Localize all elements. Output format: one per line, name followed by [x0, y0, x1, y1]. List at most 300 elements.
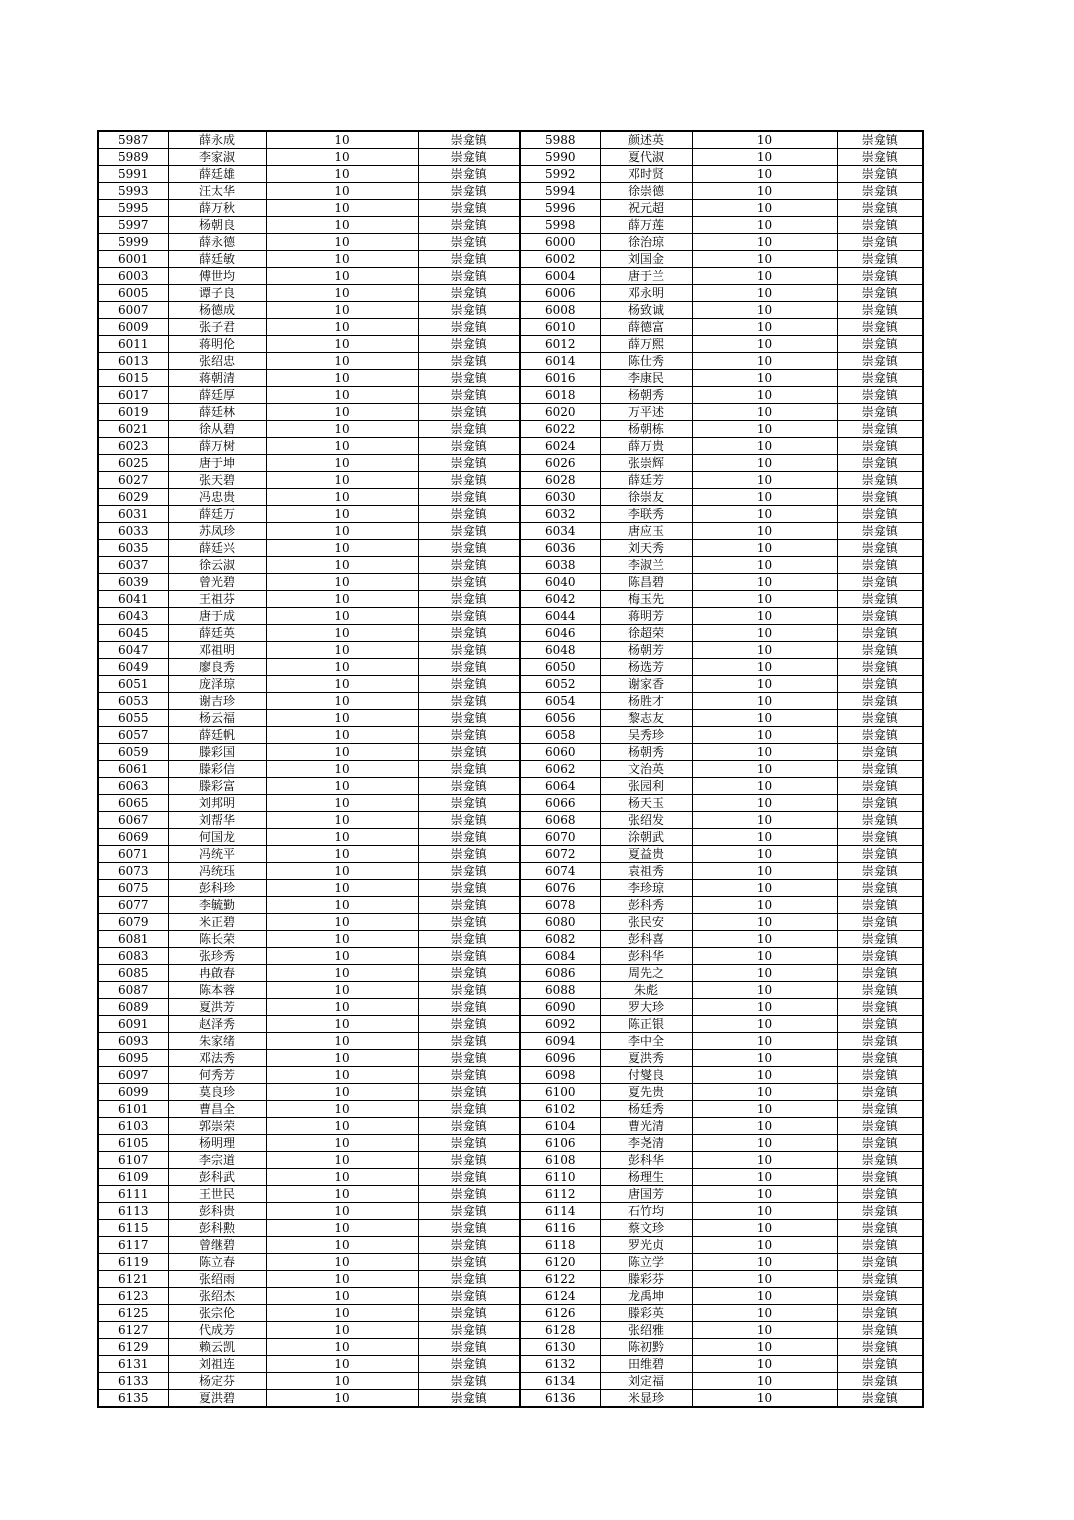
- name-cell: 何秀芳: [168, 1067, 266, 1084]
- town-cell: 崇龛镇: [837, 1356, 923, 1373]
- town-cell: 崇龛镇: [837, 1339, 923, 1356]
- id-cell: 5988: [520, 131, 600, 149]
- name-cell: 冯忠贵: [168, 489, 266, 506]
- name-cell: 蒋明芳: [600, 608, 692, 625]
- amount-cell: 10: [266, 795, 418, 812]
- name-cell: 李联秀: [600, 506, 692, 523]
- table-row: [98, 455, 923, 472]
- id-cell: 6077: [98, 897, 168, 914]
- town-cell: 崇龛镇: [837, 302, 923, 319]
- amount-cell: 10: [692, 574, 837, 591]
- table-row: [98, 131, 923, 149]
- amount-cell: 10: [266, 1254, 418, 1271]
- name-cell: 李珍琼: [600, 880, 692, 897]
- name-cell: 杨朝秀: [600, 744, 692, 761]
- amount-cell: 10: [692, 268, 837, 285]
- amount-cell: 10: [266, 999, 418, 1016]
- id-cell: 6119: [98, 1254, 168, 1271]
- name-cell: 杨朝良: [168, 217, 266, 234]
- id-cell: 6050: [520, 659, 600, 676]
- table-row: [98, 200, 923, 217]
- id-cell: 5994: [520, 183, 600, 200]
- town-cell: 崇龛镇: [418, 999, 520, 1016]
- id-cell: 6131: [98, 1356, 168, 1373]
- amount-cell: 10: [266, 727, 418, 744]
- town-cell: 崇龛镇: [418, 1084, 520, 1101]
- amount-cell: 10: [266, 829, 418, 846]
- town-cell: 崇龛镇: [837, 1050, 923, 1067]
- amount-cell: 10: [266, 149, 418, 166]
- name-cell: 杨选芳: [600, 659, 692, 676]
- town-cell: 崇龛镇: [837, 727, 923, 744]
- id-cell: 6123: [98, 1288, 168, 1305]
- town-cell: 崇龛镇: [418, 1288, 520, 1305]
- table-row: [98, 642, 923, 659]
- name-cell: 夏洪芳: [168, 999, 266, 1016]
- town-cell: 崇龛镇: [837, 710, 923, 727]
- amount-cell: 10: [692, 370, 837, 387]
- name-cell: 陈立春: [168, 1254, 266, 1271]
- table-row: [98, 761, 923, 778]
- town-cell: 崇龛镇: [418, 829, 520, 846]
- town-cell: 崇龛镇: [418, 1118, 520, 1135]
- id-cell: 6104: [520, 1118, 600, 1135]
- name-cell: 李宗道: [168, 1152, 266, 1169]
- amount-cell: 10: [692, 421, 837, 438]
- town-cell: 崇龛镇: [418, 863, 520, 880]
- amount-cell: 10: [266, 421, 418, 438]
- name-cell: 张绍雨: [168, 1271, 266, 1288]
- id-cell: 5990: [520, 149, 600, 166]
- table-row: [98, 1220, 923, 1237]
- amount-cell: 10: [266, 1322, 418, 1339]
- town-cell: 崇龛镇: [418, 506, 520, 523]
- town-cell: 崇龛镇: [418, 1220, 520, 1237]
- amount-cell: 10: [692, 523, 837, 540]
- id-cell: 6085: [98, 965, 168, 982]
- town-cell: 崇龛镇: [418, 336, 520, 353]
- id-cell: 6064: [520, 778, 600, 795]
- id-cell: 6078: [520, 897, 600, 914]
- amount-cell: 10: [692, 1118, 837, 1135]
- id-cell: 6092: [520, 1016, 600, 1033]
- town-cell: 崇龛镇: [837, 1084, 923, 1101]
- id-cell: 6056: [520, 710, 600, 727]
- table-row: [98, 676, 923, 693]
- id-cell: 6002: [520, 251, 600, 268]
- id-cell: 6118: [520, 1237, 600, 1254]
- id-cell: 6011: [98, 336, 168, 353]
- name-cell: 祝元超: [600, 200, 692, 217]
- table-row: [98, 693, 923, 710]
- town-cell: 崇龛镇: [837, 1390, 923, 1408]
- amount-cell: 10: [692, 353, 837, 370]
- id-cell: 6006: [520, 285, 600, 302]
- amount-cell: 10: [266, 761, 418, 778]
- id-cell: 6032: [520, 506, 600, 523]
- town-cell: 崇龛镇: [418, 574, 520, 591]
- name-cell: 张绍雅: [600, 1322, 692, 1339]
- id-cell: 6099: [98, 1084, 168, 1101]
- id-cell: 6087: [98, 982, 168, 999]
- amount-cell: 10: [692, 625, 837, 642]
- amount-cell: 10: [692, 659, 837, 676]
- name-cell: 龙禹坤: [600, 1288, 692, 1305]
- town-cell: 崇龛镇: [418, 1033, 520, 1050]
- name-cell: 谢吉珍: [168, 693, 266, 710]
- amount-cell: 10: [266, 438, 418, 455]
- town-cell: 崇龛镇: [837, 387, 923, 404]
- amount-cell: 10: [692, 693, 837, 710]
- town-cell: 崇龛镇: [418, 268, 520, 285]
- name-cell: 彭科勲: [168, 1220, 266, 1237]
- town-cell: 崇龛镇: [837, 608, 923, 625]
- town-cell: 崇龛镇: [837, 353, 923, 370]
- id-cell: 6116: [520, 1220, 600, 1237]
- amount-cell: 10: [692, 540, 837, 557]
- town-cell: 崇龛镇: [837, 438, 923, 455]
- table-row: [98, 506, 923, 523]
- town-cell: 崇龛镇: [837, 982, 923, 999]
- id-cell: 5997: [98, 217, 168, 234]
- table-row: [98, 387, 923, 404]
- name-cell: 刘定福: [600, 1373, 692, 1390]
- town-cell: 崇龛镇: [418, 1050, 520, 1067]
- table-row: [98, 829, 923, 846]
- name-cell: 徐从碧: [168, 421, 266, 438]
- amount-cell: 10: [266, 897, 418, 914]
- town-cell: 崇龛镇: [418, 438, 520, 455]
- town-cell: 崇龛镇: [837, 812, 923, 829]
- town-cell: 崇龛镇: [837, 931, 923, 948]
- name-cell: 汪太华: [168, 183, 266, 200]
- town-cell: 崇龛镇: [837, 999, 923, 1016]
- name-cell: 夏先贵: [600, 1084, 692, 1101]
- id-cell: 6045: [98, 625, 168, 642]
- name-cell: 苏凤珍: [168, 523, 266, 540]
- name-cell: 滕彩国: [168, 744, 266, 761]
- name-cell: 彭科华: [600, 948, 692, 965]
- id-cell: 6014: [520, 353, 600, 370]
- table-row: [98, 897, 923, 914]
- amount-cell: 10: [692, 319, 837, 336]
- table-row: [98, 744, 923, 761]
- amount-cell: 10: [692, 1152, 837, 1169]
- amount-cell: 10: [692, 1050, 837, 1067]
- amount-cell: 10: [692, 472, 837, 489]
- id-cell: 6039: [98, 574, 168, 591]
- name-cell: 颜述英: [600, 131, 692, 149]
- town-cell: 崇龛镇: [837, 829, 923, 846]
- id-cell: 6094: [520, 1033, 600, 1050]
- town-cell: 崇龛镇: [837, 183, 923, 200]
- town-cell: 崇龛镇: [837, 234, 923, 251]
- id-cell: 6069: [98, 829, 168, 846]
- table-row: [98, 982, 923, 999]
- name-cell: 唐应玉: [600, 523, 692, 540]
- amount-cell: 10: [692, 302, 837, 319]
- town-cell: 崇龛镇: [418, 370, 520, 387]
- name-cell: 张珍秀: [168, 948, 266, 965]
- id-cell: 6043: [98, 608, 168, 625]
- id-cell: 6005: [98, 285, 168, 302]
- name-cell: 薛万秋: [168, 200, 266, 217]
- name-cell: 薛永德: [168, 234, 266, 251]
- amount-cell: 10: [692, 1237, 837, 1254]
- town-cell: 崇龛镇: [837, 1288, 923, 1305]
- table-row: [98, 1254, 923, 1271]
- id-cell: 5998: [520, 217, 600, 234]
- name-cell: 彭科秀: [600, 897, 692, 914]
- amount-cell: 10: [692, 727, 837, 744]
- table-row: [98, 1186, 923, 1203]
- name-cell: 薛万树: [168, 438, 266, 455]
- table-row: [98, 166, 923, 183]
- name-cell: 薛德富: [600, 319, 692, 336]
- amount-cell: 10: [266, 846, 418, 863]
- town-cell: 崇龛镇: [418, 727, 520, 744]
- town-cell: 崇龛镇: [837, 744, 923, 761]
- id-cell: 6041: [98, 591, 168, 608]
- name-cell: 张绍发: [600, 812, 692, 829]
- town-cell: 崇龛镇: [418, 1186, 520, 1203]
- name-cell: 代成芳: [168, 1322, 266, 1339]
- town-cell: 崇龛镇: [418, 914, 520, 931]
- id-cell: 6115: [98, 1220, 168, 1237]
- amount-cell: 10: [266, 540, 418, 557]
- name-cell: 薛廷帆: [168, 727, 266, 744]
- town-cell: 崇龛镇: [837, 1203, 923, 1220]
- amount-cell: 10: [692, 149, 837, 166]
- name-cell: 刘邦明: [168, 795, 266, 812]
- id-cell: 6013: [98, 353, 168, 370]
- id-cell: 6018: [520, 387, 600, 404]
- id-cell: 6028: [520, 472, 600, 489]
- id-cell: 6031: [98, 506, 168, 523]
- name-cell: 黎志友: [600, 710, 692, 727]
- town-cell: 崇龛镇: [418, 183, 520, 200]
- id-cell: 6103: [98, 1118, 168, 1135]
- id-cell: 5989: [98, 149, 168, 166]
- id-cell: 6035: [98, 540, 168, 557]
- town-cell: 崇龛镇: [837, 472, 923, 489]
- name-cell: 田维碧: [600, 1356, 692, 1373]
- town-cell: 崇龛镇: [837, 574, 923, 591]
- town-cell: 崇龛镇: [418, 319, 520, 336]
- amount-cell: 10: [266, 455, 418, 472]
- table-row: [98, 217, 923, 234]
- id-cell: 6126: [520, 1305, 600, 1322]
- name-cell: 吴秀珍: [600, 727, 692, 744]
- amount-cell: 10: [266, 1118, 418, 1135]
- amount-cell: 10: [266, 1271, 418, 1288]
- town-cell: 崇龛镇: [418, 234, 520, 251]
- roster-table: [97, 130, 924, 1408]
- table-row: [98, 336, 923, 353]
- amount-cell: 10: [266, 234, 418, 251]
- id-cell: 6063: [98, 778, 168, 795]
- id-cell: 6122: [520, 1271, 600, 1288]
- id-cell: 6047: [98, 642, 168, 659]
- id-cell: 6088: [520, 982, 600, 999]
- table-row: [98, 540, 923, 557]
- id-cell: 5996: [520, 200, 600, 217]
- town-cell: 崇龛镇: [837, 659, 923, 676]
- table-row: [98, 234, 923, 251]
- table-row: [98, 591, 923, 608]
- town-cell: 崇龛镇: [837, 217, 923, 234]
- town-cell: 崇龛镇: [418, 931, 520, 948]
- amount-cell: 10: [692, 676, 837, 693]
- town-cell: 崇龛镇: [418, 965, 520, 982]
- amount-cell: 10: [266, 1203, 418, 1220]
- table-row: [98, 948, 923, 965]
- amount-cell: 10: [692, 404, 837, 421]
- id-cell: 6121: [98, 1271, 168, 1288]
- amount-cell: 10: [266, 1050, 418, 1067]
- amount-cell: 10: [266, 676, 418, 693]
- id-cell: 6044: [520, 608, 600, 625]
- name-cell: 彭科贵: [168, 1203, 266, 1220]
- town-cell: 崇龛镇: [418, 1356, 520, 1373]
- amount-cell: 10: [266, 1390, 418, 1408]
- amount-cell: 10: [692, 1339, 837, 1356]
- town-cell: 崇龛镇: [837, 489, 923, 506]
- town-cell: 崇龛镇: [418, 591, 520, 608]
- amount-cell: 10: [266, 166, 418, 183]
- id-cell: 5992: [520, 166, 600, 183]
- id-cell: 6062: [520, 761, 600, 778]
- amount-cell: 10: [692, 1220, 837, 1237]
- table-row: [98, 251, 923, 268]
- id-cell: 6051: [98, 676, 168, 693]
- table-row: [98, 1203, 923, 1220]
- id-cell: 6114: [520, 1203, 600, 1220]
- town-cell: 崇龛镇: [837, 149, 923, 166]
- table-row: [98, 710, 923, 727]
- town-cell: 崇龛镇: [837, 268, 923, 285]
- id-cell: 6100: [520, 1084, 600, 1101]
- id-cell: 6030: [520, 489, 600, 506]
- town-cell: 崇龛镇: [418, 795, 520, 812]
- table-row: [98, 778, 923, 795]
- id-cell: 6021: [98, 421, 168, 438]
- name-cell: 李中全: [600, 1033, 692, 1050]
- table-row: [98, 370, 923, 387]
- amount-cell: 10: [692, 1033, 837, 1050]
- town-cell: 崇龛镇: [418, 761, 520, 778]
- id-cell: 6079: [98, 914, 168, 931]
- amount-cell: 10: [266, 251, 418, 268]
- town-cell: 崇龛镇: [837, 795, 923, 812]
- table-row: [98, 353, 923, 370]
- table-row: [98, 846, 923, 863]
- table-row: [98, 438, 923, 455]
- name-cell: 张绍忠: [168, 353, 266, 370]
- id-cell: 6048: [520, 642, 600, 659]
- town-cell: 崇龛镇: [837, 1373, 923, 1390]
- town-cell: 崇龛镇: [837, 693, 923, 710]
- amount-cell: 10: [266, 710, 418, 727]
- town-cell: 崇龛镇: [837, 1067, 923, 1084]
- amount-cell: 10: [266, 914, 418, 931]
- name-cell: 谢家香: [600, 676, 692, 693]
- table-row: [98, 268, 923, 285]
- name-cell: 傅世均: [168, 268, 266, 285]
- town-cell: 崇龛镇: [418, 1101, 520, 1118]
- amount-cell: 10: [266, 1169, 418, 1186]
- amount-cell: 10: [266, 591, 418, 608]
- name-cell: 薛廷厚: [168, 387, 266, 404]
- name-cell: 杨朝芳: [600, 642, 692, 659]
- table-row: [98, 319, 923, 336]
- table-row: [98, 404, 923, 421]
- name-cell: 彭科武: [168, 1169, 266, 1186]
- id-cell: 6136: [520, 1390, 600, 1408]
- table-row: [98, 1356, 923, 1373]
- amount-cell: 10: [266, 217, 418, 234]
- town-cell: 崇龛镇: [418, 1322, 520, 1339]
- town-cell: 崇龛镇: [837, 965, 923, 982]
- name-cell: 杨廷秀: [600, 1101, 692, 1118]
- name-cell: 王世民: [168, 1186, 266, 1203]
- town-cell: 崇龛镇: [418, 659, 520, 676]
- name-cell: 何国龙: [168, 829, 266, 846]
- name-cell: 徐治琼: [600, 234, 692, 251]
- town-cell: 崇龛镇: [418, 131, 520, 149]
- name-cell: 邓时贤: [600, 166, 692, 183]
- amount-cell: 10: [692, 336, 837, 353]
- amount-cell: 10: [266, 370, 418, 387]
- amount-cell: 10: [692, 931, 837, 948]
- town-cell: 崇龛镇: [837, 251, 923, 268]
- name-cell: 廖良秀: [168, 659, 266, 676]
- table-row: [98, 302, 923, 319]
- id-cell: 6109: [98, 1169, 168, 1186]
- table-row: [98, 183, 923, 200]
- id-cell: 6084: [520, 948, 600, 965]
- id-cell: 6107: [98, 1152, 168, 1169]
- amount-cell: 10: [266, 472, 418, 489]
- amount-cell: 10: [266, 1220, 418, 1237]
- amount-cell: 10: [266, 489, 418, 506]
- amount-cell: 10: [692, 1390, 837, 1408]
- town-cell: 崇龛镇: [418, 1390, 520, 1408]
- id-cell: 6095: [98, 1050, 168, 1067]
- town-cell: 崇龛镇: [837, 1169, 923, 1186]
- town-cell: 崇龛镇: [837, 863, 923, 880]
- name-cell: 夏代淑: [600, 149, 692, 166]
- amount-cell: 10: [266, 982, 418, 999]
- name-cell: 付燮良: [600, 1067, 692, 1084]
- town-cell: 崇龛镇: [418, 540, 520, 557]
- id-cell: 6057: [98, 727, 168, 744]
- amount-cell: 10: [266, 387, 418, 404]
- town-cell: 崇龛镇: [837, 1135, 923, 1152]
- name-cell: 陈长荣: [168, 931, 266, 948]
- town-cell: 崇龛镇: [837, 523, 923, 540]
- name-cell: 薛廷林: [168, 404, 266, 421]
- name-cell: 米显珍: [600, 1390, 692, 1408]
- id-cell: 6052: [520, 676, 600, 693]
- id-cell: 6009: [98, 319, 168, 336]
- id-cell: 6025: [98, 455, 168, 472]
- name-cell: 薛廷英: [168, 625, 266, 642]
- id-cell: 6130: [520, 1339, 600, 1356]
- id-cell: 6125: [98, 1305, 168, 1322]
- amount-cell: 10: [692, 438, 837, 455]
- amount-cell: 10: [266, 1237, 418, 1254]
